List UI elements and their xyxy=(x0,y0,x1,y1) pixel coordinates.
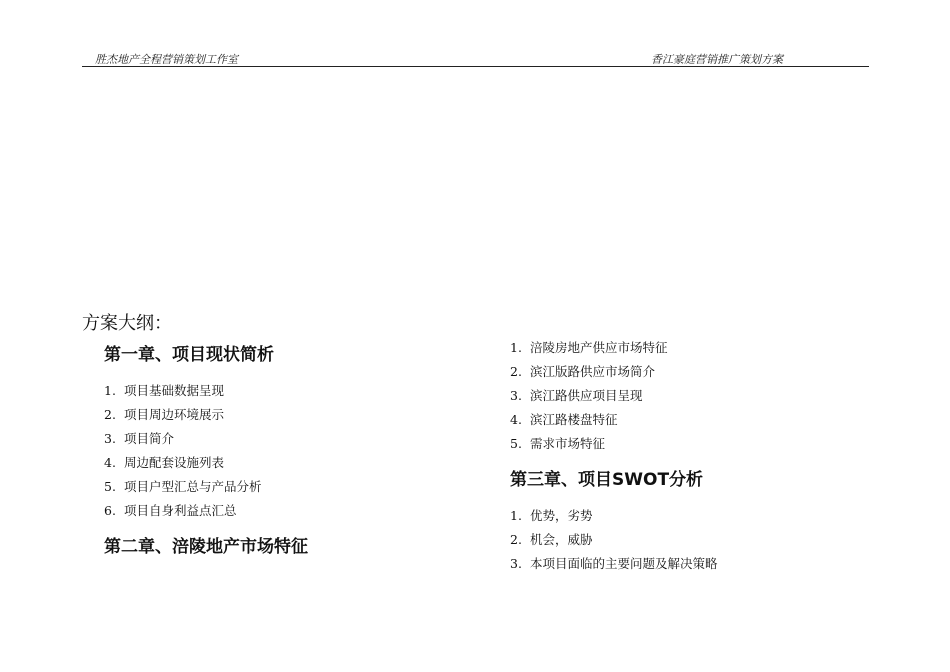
item-text: 周边配套设施列表 xyxy=(124,455,225,470)
list-item xyxy=(104,475,308,499)
item-text: 本项目面临的主要问题及解决策略 xyxy=(530,556,718,571)
item-text: 项目基础数据呈现 xyxy=(124,383,225,398)
header-left-text: 胜杰地产全程营销策划工作室 xyxy=(95,53,238,66)
item-number: 6. xyxy=(104,503,116,518)
outline-title: 方案大纲： xyxy=(82,313,172,334)
list-item xyxy=(104,451,308,475)
list-item xyxy=(510,552,718,576)
item-number: 5. xyxy=(510,436,522,451)
item-number: 3. xyxy=(510,388,522,403)
chapter2-list xyxy=(510,336,718,456)
item-text: 机会，威胁 xyxy=(530,532,593,547)
list-item xyxy=(104,427,308,451)
list-item xyxy=(510,528,718,552)
item-number: 4. xyxy=(104,455,116,470)
item-number: 4. xyxy=(510,412,522,427)
header-right-text: 香江豪庭营销推广策划方案 xyxy=(651,53,783,66)
item-text: 项目自身利益点汇总 xyxy=(124,503,237,518)
item-number: 2. xyxy=(104,407,116,422)
list-item xyxy=(510,408,718,432)
page-header xyxy=(82,48,869,67)
item-number: 1. xyxy=(510,340,522,355)
outline-left-column xyxy=(104,343,308,559)
item-text: 滨江版路供应市场简介 xyxy=(530,364,656,379)
item-number: 1. xyxy=(104,383,116,398)
chapter3-list xyxy=(510,504,718,576)
list-item xyxy=(510,360,718,384)
item-number: 3. xyxy=(104,431,116,446)
item-text: 项目简介 xyxy=(124,431,175,446)
item-number: 1. xyxy=(510,508,522,523)
item-text: 滨江路楼盘特征 xyxy=(530,412,618,427)
item-text: 项目户型汇总与产品分析 xyxy=(124,479,262,494)
chapter3-title: 第三章、项目SWOT分析 xyxy=(510,470,704,490)
item-text: 优势，劣势 xyxy=(530,508,593,523)
item-number: 3. xyxy=(510,556,522,571)
list-item xyxy=(510,504,718,528)
item-number: 2. xyxy=(510,532,522,547)
chapter1-title: 第一章、项目现状简析 xyxy=(104,345,274,365)
list-item xyxy=(104,379,308,403)
item-text: 滨江路供应项目呈现 xyxy=(530,388,643,403)
list-item xyxy=(104,403,308,427)
chapter2-title: 第二章、涪陵地产市场特征 xyxy=(104,537,308,557)
item-text: 涪陵房地产供应市场特征 xyxy=(530,340,668,355)
item-number: 2. xyxy=(510,364,522,379)
list-item xyxy=(104,499,308,523)
list-item xyxy=(510,384,718,408)
item-text: 项目周边环境展示 xyxy=(124,407,225,422)
item-number: 5. xyxy=(104,479,116,494)
chapter1-list xyxy=(104,379,308,523)
outline-right-column xyxy=(510,336,718,576)
list-item xyxy=(510,336,718,360)
item-text: 需求市场特征 xyxy=(530,436,606,451)
list-item xyxy=(510,432,718,456)
